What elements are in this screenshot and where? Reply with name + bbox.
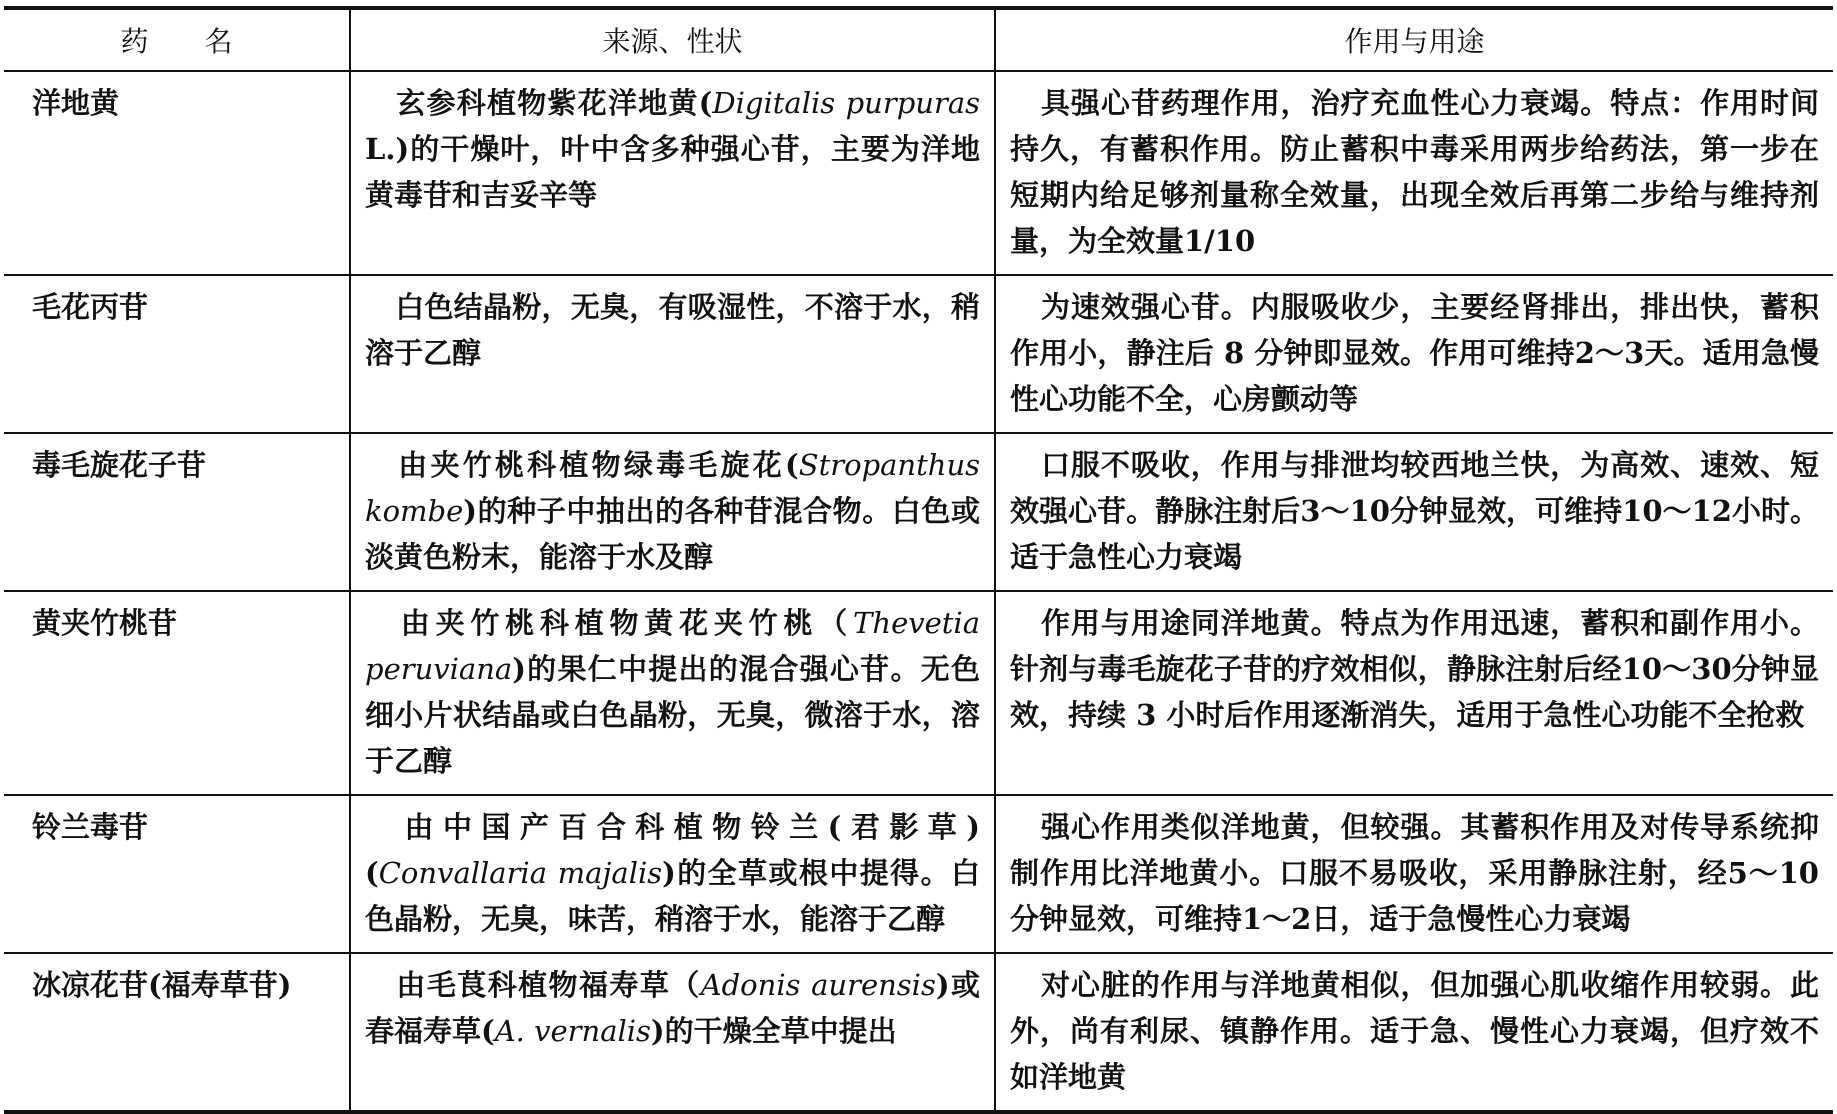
source-cell: [350, 71, 995, 275]
source-text: 由夹竹桃科植物绿毒毛旋花(: [395, 448, 799, 482]
table-row: [4, 795, 1833, 953]
usage-cell: [995, 795, 1833, 953]
source-text: )的果仁中提出的混合强心苷。无色细小片状结晶或白色晶粉，无臭，微溶于水，溶于乙醇: [365, 652, 980, 778]
source-cell: [350, 275, 995, 433]
usage-text: 强心作用类似洋地黄，但较强。其蓄积作用及对传导系统抑制作用比洋地黄小。口服不易吸收，采用静脉注射，经5～10分钟显效，可维持1～2日，适于急慢性心力衰竭: [1010, 810, 1819, 936]
latin-name: A. vernalis: [494, 1014, 651, 1048]
table-row: [4, 433, 1833, 591]
usage-text: 口服不吸收，作用与排泄均较西地兰快，为高效、速效、短效强心苷。静脉注射后3～10分钟显效，可维持10～12小时。适于急性心力衰竭: [1010, 448, 1819, 574]
header-row: [4, 8, 1833, 71]
usage-cell: [995, 433, 1833, 591]
source-text: 由中国产百合科植物铃兰(君影草)(: [365, 810, 980, 890]
source-cell: [350, 953, 995, 1112]
table-row: [4, 953, 1833, 1112]
table-row: [4, 275, 1833, 433]
usage-cell: [995, 71, 1833, 275]
header-drug-name-label: 药 名: [120, 25, 233, 58]
source-text: 由毛茛科植物福寿草（: [395, 968, 701, 1002]
table-row: [4, 71, 1833, 275]
latin-name: Adonis aurensis: [700, 968, 936, 1002]
usage-text: 为速效强心苷。内服吸收少，主要经肾排出，排出快，蓄积作用小，静注后 8 分钟即显效。作用可维持2～3天。适用急慢性心功能不全，心房颤动等: [1010, 290, 1819, 416]
source-cell: [350, 591, 995, 795]
latin-name: Stropanthus kombe: [365, 448, 980, 528]
drug-name-cell: 黄夹竹桃苷: [4, 591, 350, 795]
source-text: )的种子中抽出的各种苷混合物。白色或淡黄色粉末，能溶于水及醇: [365, 494, 980, 574]
usage-cell: [995, 275, 1833, 433]
drug-name-cell: 毛花丙苷: [4, 275, 350, 433]
drug-name-cell: 毒毛旋花子苷: [4, 433, 350, 591]
drug-name-cell: 洋地黄: [4, 71, 350, 275]
source-text: 玄参科植物紫花洋地黄(: [395, 86, 713, 120]
source-text: )的全草或根中提得。白色晶粉，无臭，味苦，稍溶于水，能溶于乙醇: [365, 856, 980, 936]
usage-cell: [995, 953, 1833, 1112]
header-drug-name: [4, 8, 350, 71]
usage-text: 作用与用途同洋地黄。特点为作用迅速，蓄积和副作用小。针剂与毒毛旋花子苷的疗效相似，静脉注射后经10～30分钟显效，持续 3 小时后作用逐渐消失，适用于急性心功能不全抢救: [1010, 606, 1819, 732]
drug-name-cell: 冰凉花苷(福寿草苷): [4, 953, 350, 1112]
drug-table: [4, 6, 1833, 1114]
source-cell: [350, 795, 995, 953]
usage-text: 具强心苷药理作用，治疗充血性心力衰竭。特点：作用时间持久，有蓄积作用。防止蓄积中毒采用两步给药法，第一步在短期内给足够剂量称全效量，出现全效后再第二步给与维持剂量，为全效量1/10: [1010, 86, 1819, 258]
usage-text: 对心脏的作用与洋地黄相似，但加强心肌收缩作用较弱。此外，尚有利尿、镇静作用。适于急、慢性心力衰竭，但疗效不如洋地黄: [1010, 968, 1819, 1094]
source-text: 白色结晶粉，无臭，有吸湿性，不溶于水，稍溶于乙醇: [365, 290, 980, 370]
latin-name: Convallaria majalis: [378, 856, 663, 890]
table-row: [4, 591, 1833, 795]
header-usage: 作用与用途: [995, 8, 1833, 71]
source-text: )的干燥全草中提出: [650, 1014, 897, 1048]
source-text: 由夹竹桃科植物黄花夹竹桃（: [395, 606, 854, 640]
drug-name-cell: 铃兰毒苷: [4, 795, 350, 953]
source-text: )或春福寿草(: [365, 968, 980, 1048]
latin-name: Thevetia peruviana: [365, 606, 980, 686]
usage-cell: [995, 591, 1833, 795]
header-source: 来源、性状: [350, 8, 995, 71]
source-cell: [350, 433, 995, 591]
source-text: L.)的干燥叶，叶中含多种强心苷，主要为洋地黄毒苷和吉妥辛等: [365, 132, 980, 212]
latin-name: Digitalis purpuras: [712, 86, 980, 120]
